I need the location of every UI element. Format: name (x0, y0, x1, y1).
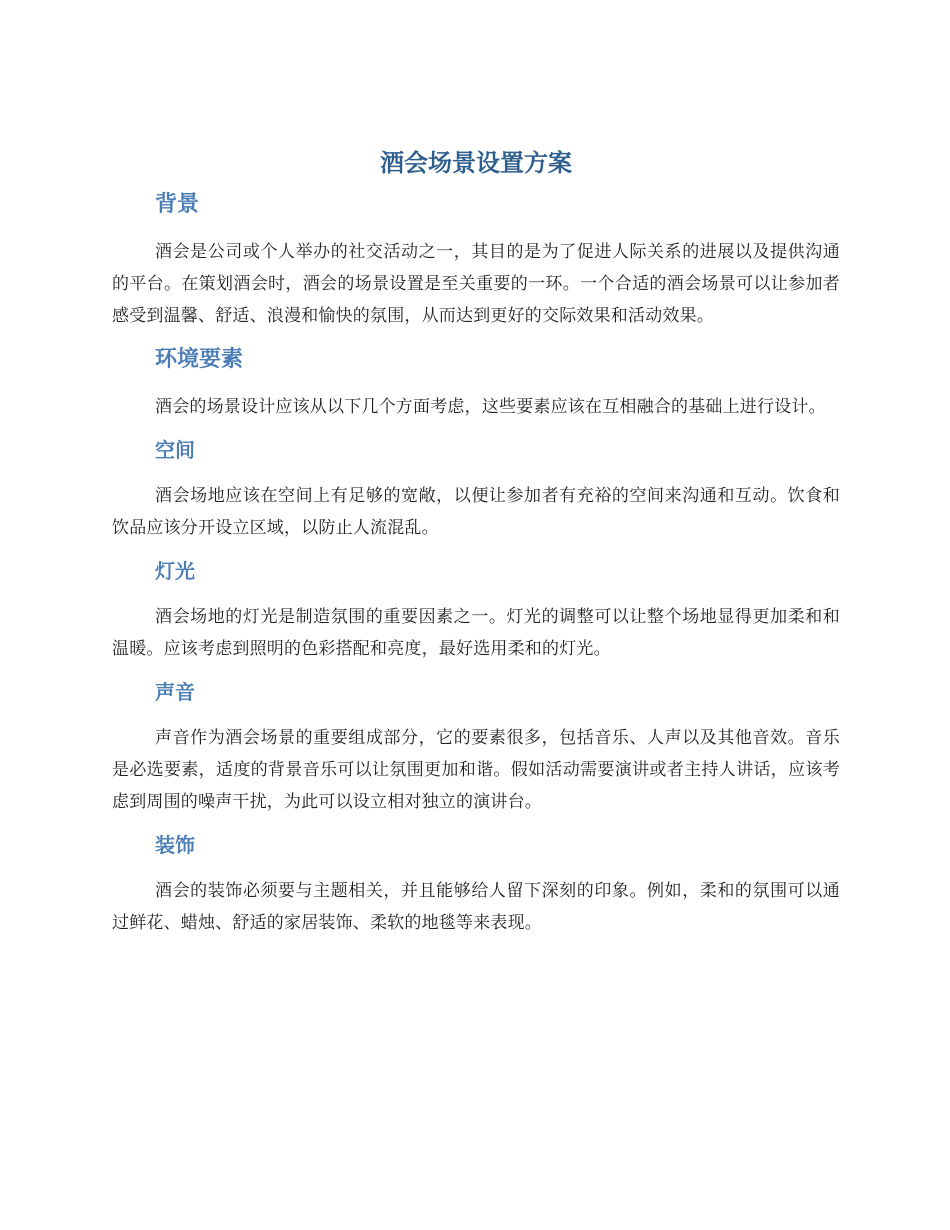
section-paragraph-decoration: 酒会的装饰必须要与主题相关，并且能够给人留下深刻的印象。例如，柔和的氛围可以通过鲜花、蜡烛、舒适的家居装饰、柔软的地毯等来表现。 (112, 881, 840, 933)
document-title: 酒会场景设置方案 (380, 149, 572, 177)
section-heading-environment-elements: 环境要素 (155, 347, 244, 372)
section-heading-decoration: 装饰 (155, 833, 195, 857)
document-body (112, 145, 840, 939)
section-space (112, 435, 840, 544)
section-paragraph-sound: 声音作为酒会场景的重要组成部分，它的要素很多，包括音乐、人声以及其他音效。音乐是必选要素，适度的背景音乐可以让氛围更加和谐。假如活动需要演讲或者主持人讲话，应该考虑到周围的噪声干扰，为此可以设立相对独立的演讲台。 (112, 728, 840, 812)
section-paragraph-background: 酒会是公司或个人举办的社交活动之一，其目的是为了促进人际关系的进展以及提供沟通的平台。在策划酒会时，酒会的场景设置是至关重要的一环。一个合适的酒会场景可以让参加者感受到温馨、舒适、浪漫和愉快的氛围，从而达到更好的交际效果和活动效果。 (112, 242, 840, 326)
section-decoration (112, 830, 840, 939)
section-paragraph-space: 酒会场地应该在空间上有足够的宽敞，以便让参加者有充裕的空间来沟通和互动。饮食和饮品应该分开设立区域，以防止人流混乱。 (112, 486, 840, 538)
section-heading-sound: 声音 (155, 680, 195, 704)
section-heading-background: 背景 (155, 192, 200, 217)
section-paragraph-environment-elements: 酒会的场景设计应该从以下几个方面考虑，这些要素应该在互相融合的基础上进行设计。 (155, 397, 826, 417)
section-heading-lighting: 灯光 (155, 559, 195, 583)
section-sound (112, 677, 840, 818)
section-paragraph-lighting: 酒会场地的灯光是制造氛围的重要因素之一。灯光的调整可以让整个场地显得更加柔和和温暖。应该考虑到照明的色彩搭配和亮度，最好选用柔和的灯光。 (112, 607, 840, 659)
section-background (112, 189, 840, 332)
section-lighting (112, 556, 840, 665)
section-environment-elements (112, 344, 840, 423)
section-heading-space: 空间 (155, 438, 195, 462)
